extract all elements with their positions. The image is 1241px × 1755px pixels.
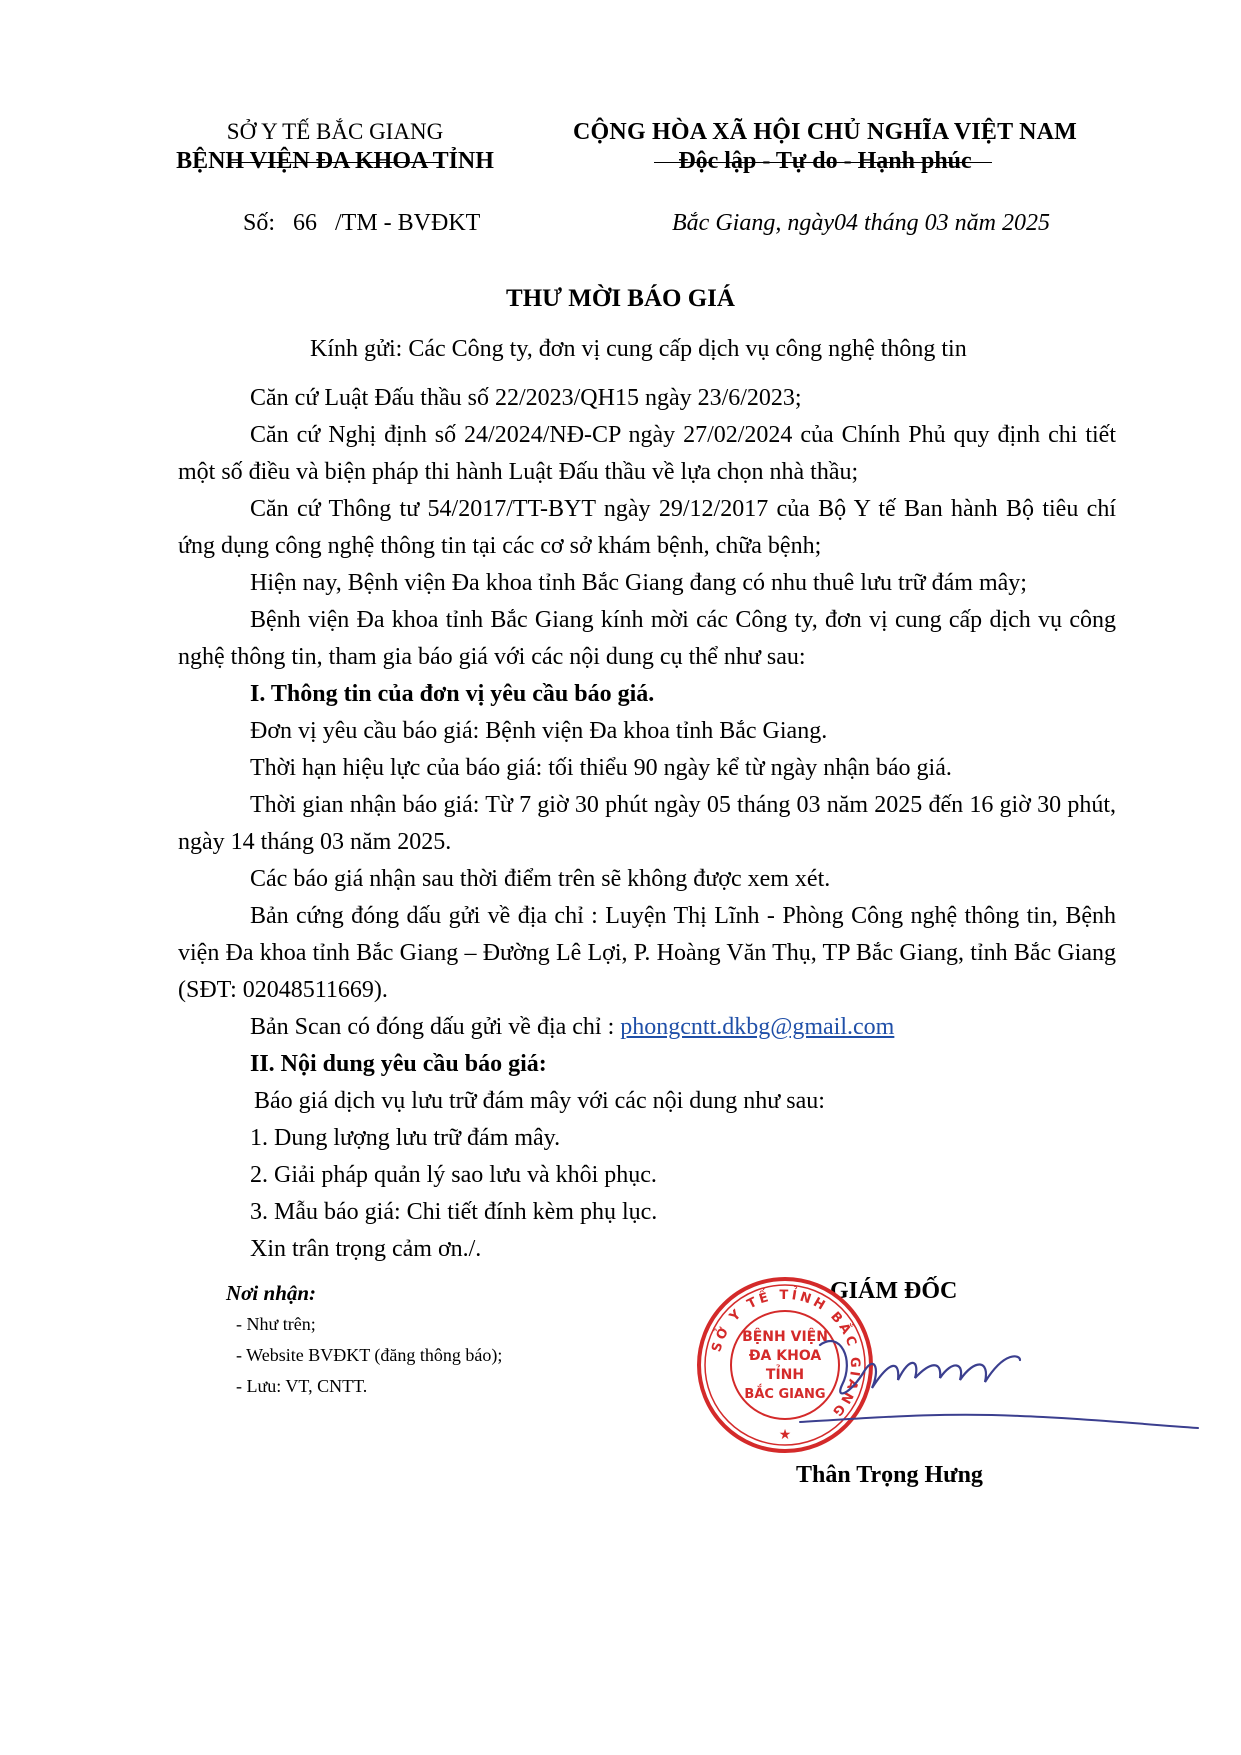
organization-name: BỆNH VIỆN ĐA KHOA TỈNH: [176, 148, 494, 174]
document-reference: [243, 210, 480, 237]
paragraph-legal-basis-3: Căn cứ Thông tư 54/2017/TT-BYT ngày 29/12/2017 của Bộ Y tế Ban hành Bộ tiêu chí ứng dụng công nghệ thông tin tại các cơ sở khám bệnh, chữa bệnh;: [178, 496, 1116, 559]
recipient-item: - Website BVĐKT (đăng thông báo);: [236, 1345, 503, 1365]
seal-line-1: BỆNH VIỆN: [742, 1329, 828, 1345]
requirement-item-2: 2. Giải pháp quản lý sao lưu và khôi phục.: [250, 1162, 657, 1188]
recipients-label: Nơi nhận:: [226, 1281, 317, 1305]
signer-name: Thân Trọng Hưng: [796, 1462, 983, 1488]
handwritten-signature-icon: [780, 1300, 1200, 1470]
scan-address-label: Bản Scan có đóng dấu gửi về địa chỉ :: [250, 1014, 621, 1040]
late-submission-note: Các báo giá nhận sau thời điểm trên sẽ không được xem xét.: [250, 866, 831, 892]
reference-prefix: Số:: [243, 210, 276, 236]
date-line: Bắc Giang, ngày04 tháng 03 năm 2025: [672, 210, 1050, 236]
letter-body: [178, 380, 1116, 1268]
reference-number: 66: [293, 210, 318, 236]
seal-star-icon: ★: [778, 1427, 792, 1443]
national-motto: Độc lập - Tự do - Hạnh phúc: [678, 148, 972, 174]
seal-line-3: TỈNH: [765, 1367, 805, 1383]
scan-address: [178, 1009, 1116, 1046]
motto-underline: [654, 162, 992, 163]
requirement-item-1: 1. Dung lượng lưu trữ đám mây.: [250, 1125, 561, 1151]
salutation: Kính gửi: Các Công ty, đơn vị cung cấp dịch vụ công nghệ thông tin: [310, 336, 967, 362]
seal-ring-text: SỞ Y TẾ TỈNH BẮC GIANG: [709, 1287, 863, 1421]
closing-line: Xin trân trọng cảm ơn./.: [250, 1236, 482, 1262]
section-1-heading: I. Thông tin của đơn vị yêu cầu báo giá.: [250, 681, 655, 707]
recipient-item: - Lưu: VT, CNTT.: [236, 1376, 368, 1396]
submission-time: Thời gian nhận báo giá: Từ 7 giờ 30 phút ngày 05 tháng 03 năm 2025 đến 16 giờ 30 phút, ngày 14 tháng 03 năm 2025.: [178, 792, 1116, 855]
paragraph-legal-basis-1: Căn cứ Luật Đấu thầu số 22/2023/QH15 ngày 23/6/2023;: [250, 385, 802, 411]
seal-line-2: ĐA KHOA: [748, 1348, 822, 1364]
requesting-unit: Đơn vị yêu cầu báo giá: Bệnh viện Đa khoa tỉnh Bắc Giang.: [250, 718, 828, 744]
department-name: SỞ Y TẾ BẮC GIANG: [226, 119, 444, 144]
requirement-item-3: 3. Mẫu báo giá: Chi tiết đính kèm phụ lục.: [250, 1199, 658, 1225]
reference-suffix: /TM - BVĐKT: [335, 210, 481, 236]
paragraph-legal-basis-2: Căn cứ Nghị định số 24/2024/NĐ-CP ngày 27/02/2024 của Chính Phủ quy định chi tiết một số điều và biện pháp thi hành Luật Đấu thầu về lựa chọn nhà thầu;: [178, 422, 1116, 485]
seal-line-4: BẮC GIANG: [744, 1387, 826, 1402]
recipient-item: - Như trên;: [236, 1314, 316, 1334]
document-title: THƯ MỜI BÁO GIÁ: [506, 285, 735, 312]
issuer-underline: [230, 162, 440, 163]
issuer-block: [150, 118, 520, 176]
national-heading: [560, 118, 1090, 176]
section-2-intro: Báo giá dịch vụ lưu trữ đám mây với các nội dung như sau:: [254, 1088, 825, 1114]
recipients-block: [226, 1278, 503, 1402]
hardcopy-address: Bản cứng đóng dấu gửi về địa chỉ : Luyện Thị Lĩnh - Phòng Công nghệ thông tin, Bệnh viện Đa khoa tỉnh Bắc Giang – Đường Lê Lợi, P. Hoàng Văn Thụ, TP Bắc Giang, tỉnh Bắc Giang (SĐT: 02048511669).: [178, 903, 1116, 1003]
paragraph-invitation: Bệnh viện Đa khoa tỉnh Bắc Giang kính mời các Công ty, đơn vị cung cấp dịch vụ công nghệ thông tin, tham gia báo giá với các nội dung cụ thể như sau:: [178, 607, 1116, 670]
contact-email-link[interactable]: phongcntt.dkbg@gmail.com: [620, 1014, 895, 1040]
signer-title: GIÁM ĐỐC: [830, 1278, 958, 1304]
section-2-heading: II. Nội dung yêu cầu báo giá:: [250, 1051, 547, 1077]
nation-name: CỘNG HÒA XÃ HỘI CHỦ NGHĨA VIỆT NAM: [573, 119, 1077, 145]
paragraph-need: Hiện nay, Bệnh viện Đa khoa tỉnh Bắc Giang đang có nhu thuê lưu trữ đám mây;: [250, 570, 1027, 596]
quote-validity: Thời hạn hiệu lực của báo giá: tối thiểu 90 ngày kể từ ngày nhận báo giá.: [250, 755, 952, 781]
